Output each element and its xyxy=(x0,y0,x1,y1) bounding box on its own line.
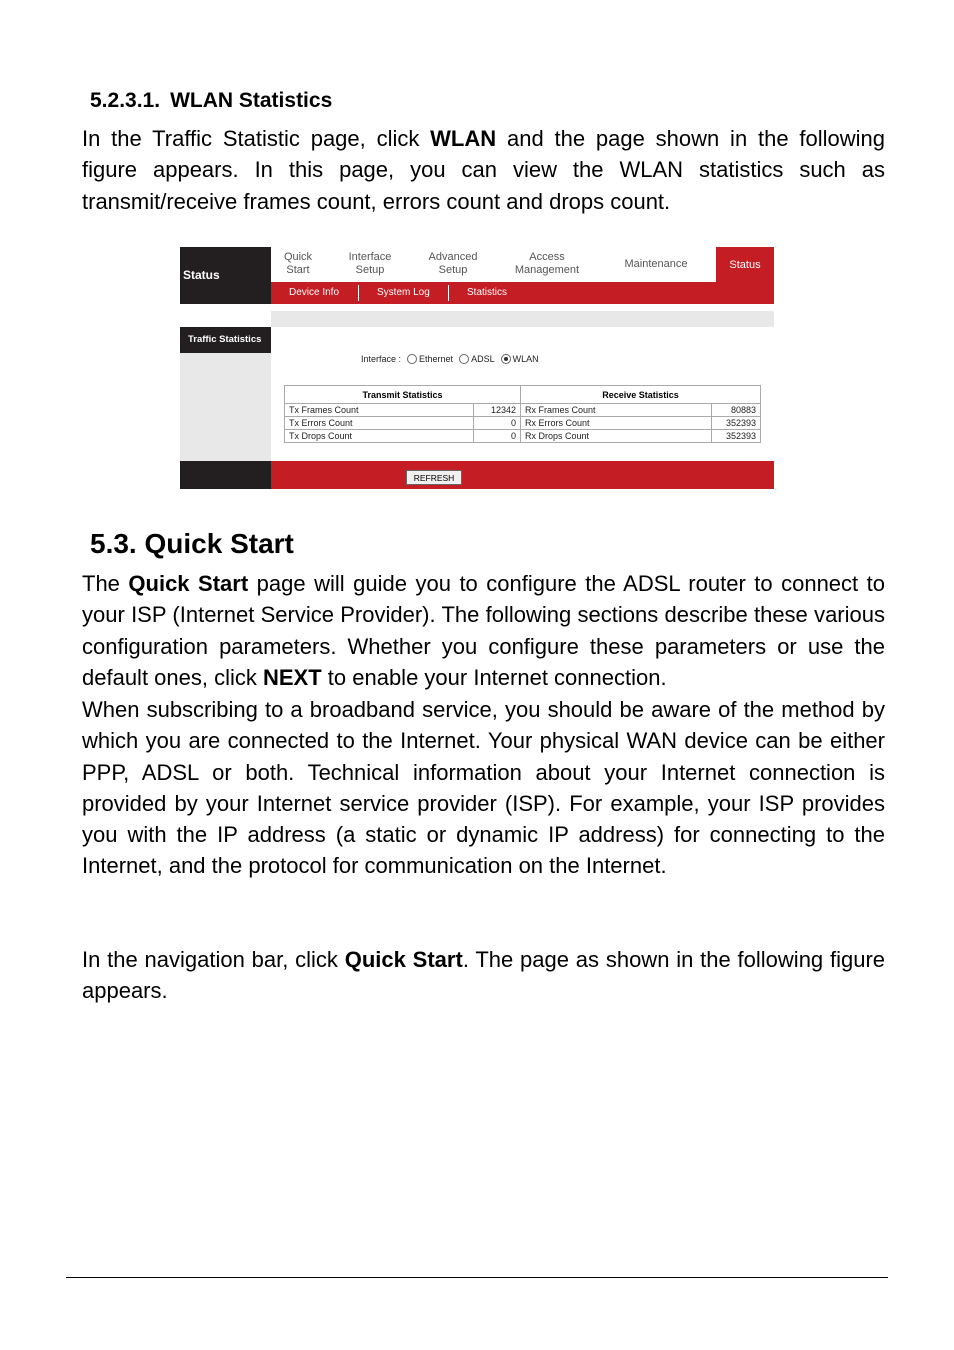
text-run: The xyxy=(82,571,129,596)
brand-label: Status xyxy=(183,268,220,282)
radio-label-adsl: ADSL xyxy=(471,354,495,364)
text-run: page will guide you to configure the ADSL router to connect to your ISP (Internet Service Provider). The following sections describe these various configuration parameters. Whether you configure these parameters or use the default ones, click xyxy=(82,571,885,690)
radio-label-wlan: WLAN xyxy=(512,354,539,364)
rx-value: 80883 xyxy=(712,404,761,417)
rx-label: Rx Frames Count xyxy=(521,404,712,417)
rx-value: 352393 xyxy=(712,430,761,443)
interface-selector xyxy=(361,354,539,364)
nav-advanced-setup[interactable] xyxy=(423,251,483,277)
nav-quick-start[interactable] xyxy=(280,251,316,277)
table-row xyxy=(285,430,761,443)
quick-start-paragraph-2: When subscribing to a broadband service, you should be aware of the method by which you are connected to the Internet. Your physical WAN device can be either PPP, ADSL or both. Technical information about your Internet connection is provided by your Internet service provider (ISP). For example, your ISP provides you with the IP address (a static or dynamic IP address) for connecting to the Internet, and the protocol for communication on the Internet. xyxy=(82,697,885,879)
wlan-intro-paragraph xyxy=(82,123,885,217)
tx-label: Tx Drops Count xyxy=(285,430,474,443)
nav-access-management[interactable] xyxy=(507,251,587,277)
section-heading-quick-start: 5.3. Quick Start xyxy=(90,528,294,559)
router-screenshot-figure xyxy=(180,247,774,489)
nav-label: Maintenance xyxy=(624,258,688,270)
brand-panel xyxy=(180,247,271,304)
table-row xyxy=(285,417,761,430)
bold-term-quick-start: Quick Start xyxy=(344,947,463,972)
bold-term-wlan: WLAN xyxy=(430,126,497,151)
section-number: 5.2.3.1. xyxy=(90,89,161,112)
radio-ethernet[interactable] xyxy=(407,354,417,364)
section-title: WLAN Statistics xyxy=(170,89,333,112)
section-heading-wlan-statistics xyxy=(90,89,332,113)
nav-label: Access Management xyxy=(514,251,580,276)
rx-value: 352393 xyxy=(712,417,761,430)
sub-nav xyxy=(271,282,774,304)
bold-term-next: NEXT xyxy=(262,664,322,690)
quick-start-paragraph-3 xyxy=(82,944,885,1007)
nav-label: Interface Setup xyxy=(348,251,392,276)
table-header-row xyxy=(285,386,761,404)
rx-label: Rx Drops Count xyxy=(521,430,712,443)
text-run: to enable your Internet connection. xyxy=(321,664,667,690)
rx-label: Rx Errors Count xyxy=(521,417,712,430)
subnav-divider xyxy=(358,285,359,301)
nav-label: Advanced Setup xyxy=(428,251,478,276)
nav-label: Quick Start xyxy=(283,251,313,276)
footer-brand-panel xyxy=(180,461,271,489)
table-row xyxy=(285,404,761,417)
text-run: and the page shown in the following figure appears. In this page, you can view the WLAN statistics such as transmit/receive frames count, errors count and drops count. xyxy=(82,126,885,214)
transmit-header: Transmit Statistics xyxy=(285,386,521,404)
nav-maintenance[interactable] xyxy=(613,258,699,271)
footer-divider xyxy=(66,1277,888,1278)
bold-term-quick-start: Quick Start xyxy=(128,571,249,596)
text-run: In the Traffic Statistic page, click xyxy=(82,126,431,151)
traffic-statistics-table xyxy=(284,385,761,443)
side-label-panel xyxy=(180,327,271,353)
side-label: Traffic Statistics xyxy=(188,334,262,345)
radio-adsl[interactable] xyxy=(459,354,469,364)
refresh-button[interactable]: REFRESH xyxy=(406,470,462,485)
subnav-divider xyxy=(448,285,449,301)
subnav-device-info[interactable]: Device Info xyxy=(289,287,340,298)
main-nav xyxy=(271,247,774,282)
tx-value: 12342 xyxy=(474,404,521,417)
receive-header: Receive Statistics xyxy=(521,386,761,404)
tx-value: 0 xyxy=(474,430,521,443)
quick-start-paragraph-1 xyxy=(82,568,885,693)
radio-wlan[interactable] xyxy=(501,354,511,364)
subnav-statistics[interactable]: Statistics xyxy=(467,287,508,298)
tx-label: Tx Frames Count xyxy=(285,404,474,417)
radio-label-ethernet: Ethernet xyxy=(419,354,454,364)
footer-bar xyxy=(271,461,774,489)
text-run: In the navigation bar, click xyxy=(82,947,345,972)
interface-label: Interface : xyxy=(361,354,402,364)
content-header-bar xyxy=(271,311,774,327)
nav-status[interactable]: Status xyxy=(716,247,774,282)
tx-value: 0 xyxy=(474,417,521,430)
tx-label: Tx Errors Count xyxy=(285,417,474,430)
text-run: . The page as shown in the following figure appears. xyxy=(82,947,886,1004)
nav-interface-setup[interactable] xyxy=(343,251,397,277)
subnav-system-log[interactable]: System Log xyxy=(377,287,430,298)
